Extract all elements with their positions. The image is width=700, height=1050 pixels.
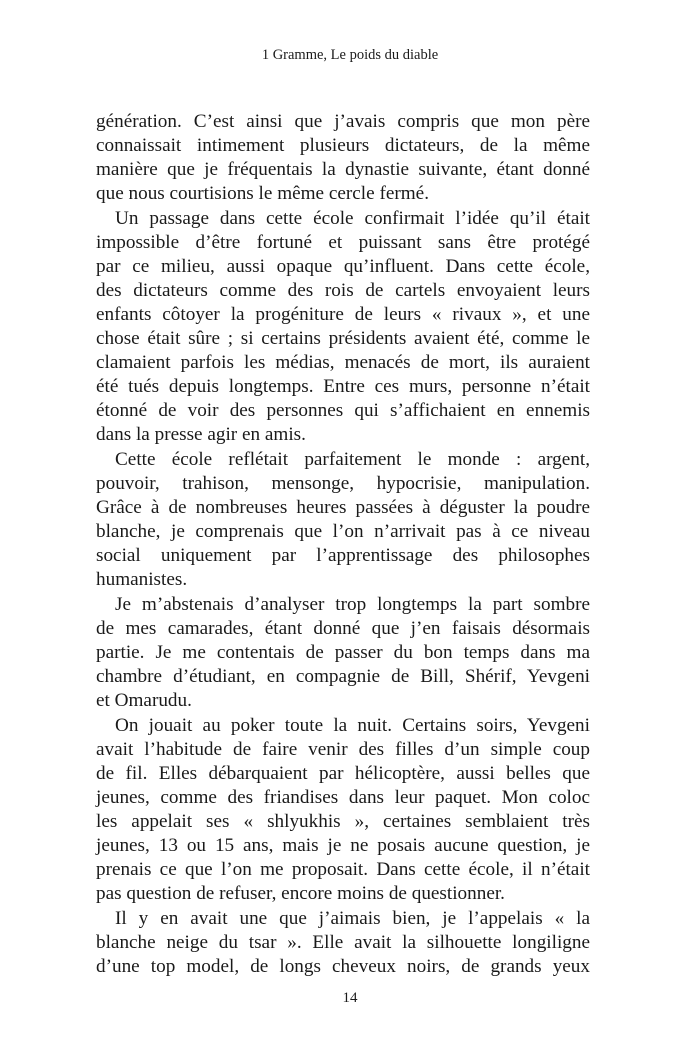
text-line: clamaient parfois les médias, menacés de mort, ils auraient	[96, 352, 590, 373]
running-header: 1 Gramme, Le poids du diable	[261, 47, 439, 63]
text-line: On jouait au poker toute la nuit. Certains soirs, Yevgeni	[115, 715, 590, 736]
text-line: jeunes, 13 ou 15 ans, mais je ne posais aucune question, je	[96, 835, 590, 856]
text-line: manière que je fréquentais la dynastie suivante, étant donné	[96, 159, 590, 180]
text-line: avait l’habitude de faire venir des filles d’un simple coup	[96, 739, 590, 760]
text-line: et Omarudu.	[96, 690, 192, 711]
text-line: que nous courtisions le même cercle fermé.	[96, 183, 429, 204]
text-line: pas question de refuser, encore moins de questionner.	[96, 883, 505, 904]
text-line: génération. C’est ainsi que j’avais compris que mon père	[96, 111, 590, 132]
text-line: été tués depuis longtemps. Entre ces murs, personne n’était	[96, 376, 590, 397]
paragraph	[96, 907, 590, 979]
text-line: jeunes, comme des friandises dans leur paquet. Mon coloc	[96, 787, 590, 808]
text-line: connaissait intimement plusieurs dictateurs, de la même	[96, 135, 590, 156]
text-line: Un passage dans cette école confirmait l’idée qu’il était	[115, 208, 590, 229]
text-line: de fil. Elles débarquaient par hélicoptère, aussi belles que	[96, 763, 590, 784]
text-line: dans la presse agir en amis.	[96, 424, 306, 445]
text-line: enfants côtoyer la progéniture de leurs « rivaux », et une	[96, 304, 590, 325]
page-number: 14	[342, 990, 358, 1006]
text-line: chose était sûre ; si certains présidents avaient été, comme le	[96, 328, 590, 349]
text-line: Je m’abstenais d’analyser trop longtemps la part sombre	[115, 594, 590, 615]
text-line: impossible d’être fortuné et puissant sans être protégé	[96, 232, 590, 253]
text-line: pouvoir, trahison, mensonge, hypocrisie, manipulation.	[96, 473, 590, 494]
text-line: étonné de voir des personnes qui s’affichaient en ennemis	[96, 400, 590, 421]
text-line: social uniquement par l’apprentissage des philosophes	[96, 545, 590, 566]
paragraph	[96, 448, 590, 592]
text-line: d’une top model, de longs cheveux noirs, de grands yeux	[96, 956, 590, 977]
text-line: Cette école reflétait parfaitement le monde : argent,	[115, 449, 590, 470]
paragraph	[96, 714, 590, 906]
text-line: les appelait ses « shlyukhis », certaines semblaient très	[96, 811, 590, 832]
paragraph	[96, 593, 590, 713]
body-text	[96, 110, 590, 980]
text-line: blanche, je comprenais que l’on n’arrivait pas à ce niveau	[96, 521, 590, 542]
text-line: Il y en avait une que j’aimais bien, je l’appelais « la	[115, 908, 590, 929]
paragraph	[96, 207, 590, 447]
text-line: partie. Je me contentais de passer du bon temps dans ma	[96, 642, 590, 663]
text-line: des dictateurs comme des rois de cartels envoyaient leurs	[96, 280, 590, 301]
text-line: blanche neige du tsar ». Elle avait la silhouette longiligne	[96, 932, 590, 953]
text-line: chambre d’étudiant, en compagnie de Bill, Shérif, Yevgeni	[96, 666, 590, 687]
text-line: Grâce à de nombreuses heures passées à déguster la poudre	[96, 497, 590, 518]
text-line: prenais ce que l’on me proposait. Dans cette école, il n’était	[96, 859, 590, 880]
paragraph	[96, 110, 590, 206]
text-line: humanistes.	[96, 569, 188, 590]
text-line: de mes camarades, étant donné que j’en faisais désormais	[96, 618, 590, 639]
text-line: par ce milieu, aussi opaque qu’influent. Dans cette école,	[96, 256, 590, 277]
